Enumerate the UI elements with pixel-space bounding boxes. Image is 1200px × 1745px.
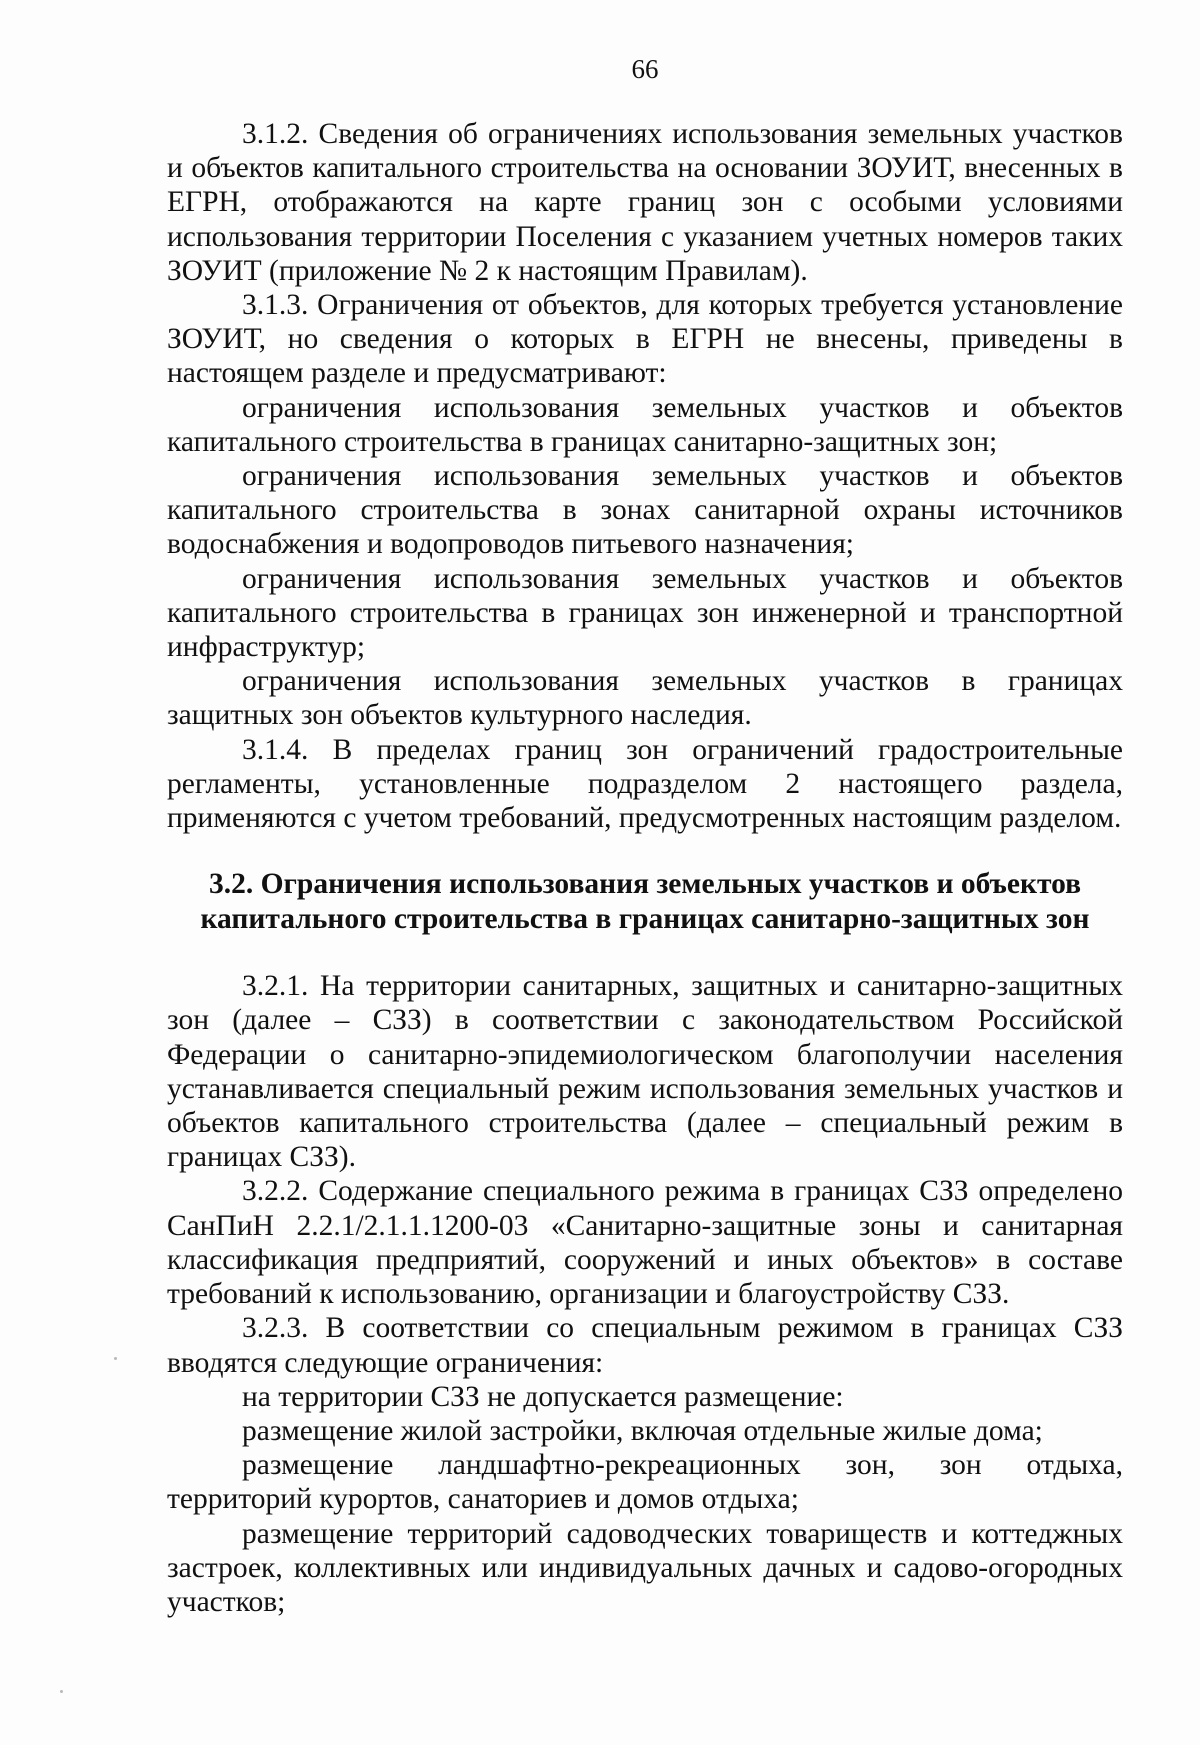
paragraph-3-1-2: 3.1.2. Сведения об ограничениях использования земельных участков и объектов капитального строительства на основании ЗОУИТ, внесенных в ЕГРН, отображаются на карте границ зон с особыми условиями использования территории Поселения с указанием учетных номеров таких ЗОУИТ (приложение № 2 к настоящим Правилам). [167, 118, 1123, 287]
paragraph-3-1-3: 3.1.3. Ограничения от объектов, для которых требуется установление ЗОУИТ, но сведения о которых в ЕГРН не внесены, приведены в настоящем разделе и предусматривают: [167, 289, 1123, 390]
paragraph-3-2-3: 3.2.3. В соответствии со специальным режимом в границах СЗЗ вводятся следующие ограничения: [167, 1312, 1123, 1379]
list-item-infrastructure-zones: ограничения использования земельных участков и объектов капитального строительства в границах зон инженерной и транспортной инфраструктур; [167, 562, 1123, 664]
list-item-recreation-zones: размещение ландшафтно-рекреационных зон, зон отдыха, территорий курортов, санаториев и домов отдыха; [167, 1449, 1123, 1516]
document-body [167, 117, 1123, 1619]
list-intro-prohibited-placement: на территории СЗЗ не допускается размещение: [242, 1380, 844, 1413]
list-item-garden-partnerships: размещение территорий садоводческих товариществ и коттеджных застроек, коллективных или индивидуальных дачных и садово-огородных участков; [167, 1517, 1123, 1618]
list-item-water-supply-protection: ограничения использования земельных участков и объектов капитального строительства в зонах санитарной охраны источников водоснабжения и водопроводов питьевого назначения; [167, 460, 1123, 561]
paragraph-3-1-4: 3.1.4. В пределах границ зон ограничений градостроительные регламенты, установленные подразделом 2 настоящего раздела, применяются с учетом требований, предусмотренных настоящим разделом. [167, 733, 1123, 835]
list-item-cultural-heritage-zones: ограничения использования земельных участков в границах защитных зон объектов культурного наследия. [167, 665, 1123, 732]
scan-speck [60, 1690, 63, 1693]
section-heading-3-2 [167, 867, 1123, 937]
paragraph-3-2-1: 3.2.1. На территории санитарных, защитных и санитарно-защитных зон (далее – СЗЗ) в соответствии с законодательством Российской Федерации о санитарно-эпидемиологическом благополучии населения устанавливается специальный режим использования земельных участков и объектов капитального строительства (далее – специальный режим в границах СЗЗ). [167, 970, 1123, 1174]
page-number: 66 [631, 54, 659, 84]
list-item-residential-development: размещение жилой застройки, включая отдельные жилые дома; [242, 1414, 1043, 1447]
paragraph-3-2-2: 3.2.2. Содержание специального режима в границах СЗЗ определено СанПиН 2.2.1/2.1.1.1200-03 «Санитарно-защитные зоны и санитарная классификация предприятий, сооружений и иных объектов» в составе требований к использованию, организации и благоустройству СЗЗ. [167, 1175, 1123, 1311]
list-item-sanitary-protection-zones: ограничения использования земельных участков и объектов капитального строительства в границах санитарно-защитных зон; [167, 391, 1123, 458]
scan-speck [114, 1357, 117, 1360]
section-heading-line-2: капитального строительства в границах санитарно-защитных зон [200, 903, 1090, 936]
section-heading-line-1: 3.2. Ограничения использования земельных участков и объектов [208, 868, 1082, 901]
